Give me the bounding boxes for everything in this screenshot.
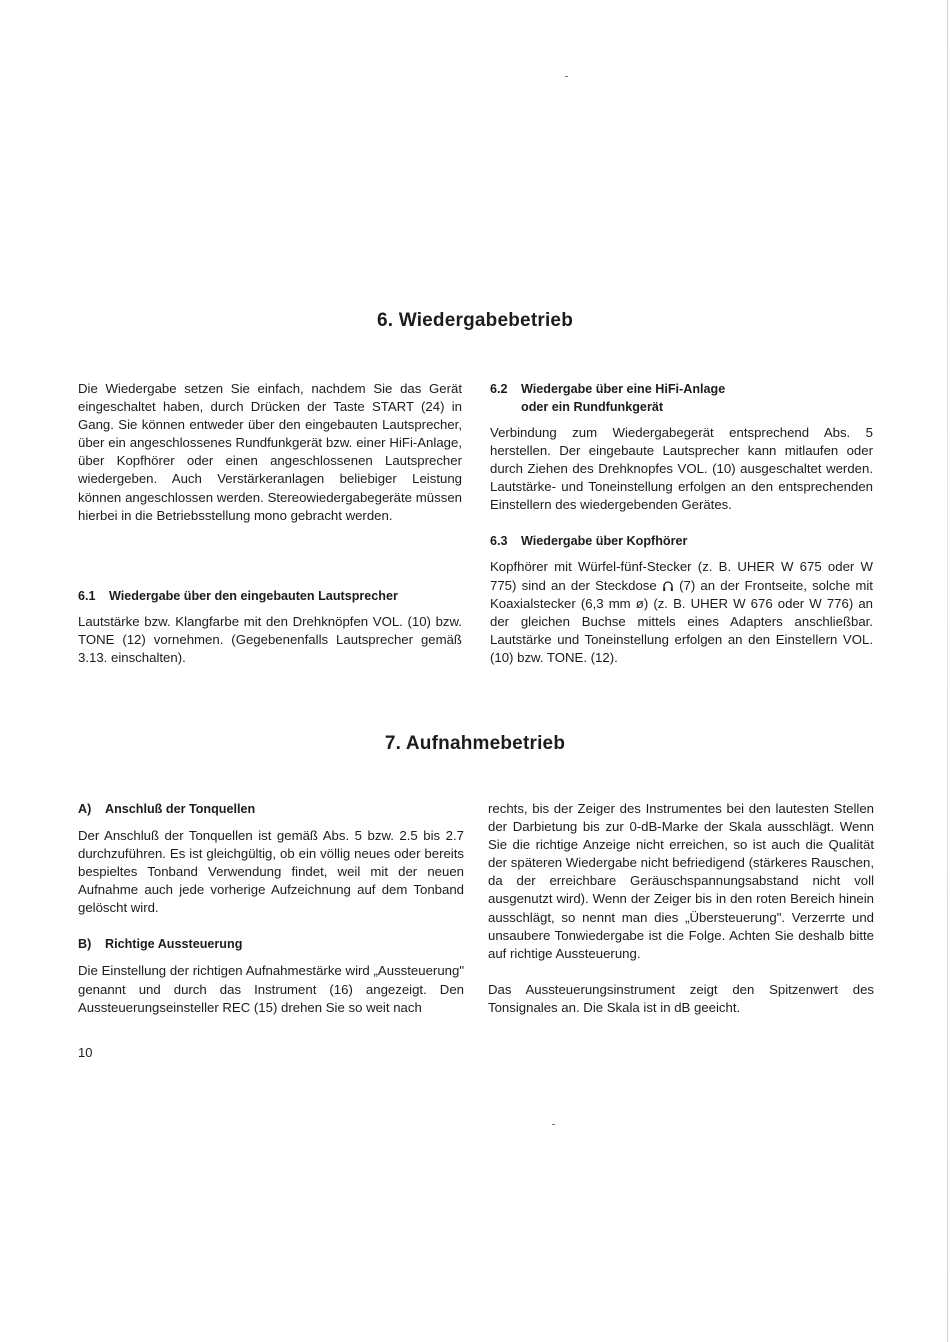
section-heading: Anschluß der Tonquellen xyxy=(105,802,256,816)
headphone-icon xyxy=(662,580,674,592)
scan-speck xyxy=(565,76,568,77)
body-text-b: (7) an der Frontseite, solche mit Koaxialstecker (6,3 mm ø) (z. B. UHER W 676 oder W 776) an der gleichen Buchse mittels eines Adapters anschließbar. Lautstärke und Toneinstellung erfolgen an den Einstellern VOL. (10) bzw. TONE. (12). xyxy=(490,577,873,665)
section-6-1-body: Lautstärke bzw. Klangfarbe mit den Drehknöpfen VOL. (10) bzw. TONE (12) vornehmen. (Gegebenenfalls Lautsprecher gemäß 3.13. einschalten). xyxy=(78,613,462,665)
section-7-b-body: Die Einstellung der richtigen Aufnahmestärke wird „Aussteuerung" genannt und durch das Instrument (16) angezeigt. Den Aussteuerungseinsteller REC (15) drehen Sie so weit nach xyxy=(78,963,464,1015)
section-6-3-heading xyxy=(490,532,873,550)
scan-speck xyxy=(552,1124,555,1125)
section-heading: Wiedergabe über Kopfhörer xyxy=(521,534,688,549)
section-number: 6.2 xyxy=(490,382,508,396)
section-7-title: 7. Aufnahmebetrieb xyxy=(384,733,566,754)
section-7-right-paragraph-1: rechts, bis der Zeiger des Instrumentes bei den lautesten Stellen der Darbietung bis zur 0-dB-Marke der Skala ausschlägt. Wenn Sie die richtige Anzeige nicht erreichen, so ist auch die Qualität der späteren Wiedergabe nicht befriedigend (stärkeres Rauschen, da der erreichbare Geräuschspannungsabstand nicht voll ausgenutzt wird). Wenn der Zeiger bis in den roten Bereich hinein ausschlägt, so nennt man dies „Übersteuerung". Verzerrte und unsaubere Tonwiedergabe ist die Folge. Achten Sie deshalb bitte auf richtige Aussteuerung. xyxy=(488,801,874,961)
section-7-a-body: Der Anschluß der Tonquellen ist gemäß Abs. 5 bzw. 2.5 bis 2.7 durchzuführen. Es ist gleichgültig, ob ein völlig neues oder bereits bespieltes Tonband Verwendung findet, weil mit der neuen Aufnahme auch jede vorherige Aufzeichnung auf dem Tonband gelöscht wird. xyxy=(78,828,464,916)
section-7-b-heading xyxy=(78,935,464,953)
section-heading-line1: Wiedergabe über eine HiFi-Anlage xyxy=(521,382,726,396)
section-6-2-heading xyxy=(490,380,873,416)
section-6-intro: Die Wiedergabe setzen Sie einfach, nachdem Sie das Gerät eingeschaltet haben, durch Drücken der Taste START (24) in Gang. Sie können entweder über den eingebauten Lautsprecher, über ein angeschlossenes Rundfunkgerät bzw. einer HiFi-Anlage, über Kopfhörer oder einen angeschlossenen Lautsprecher wiedergeben. Auch Verstärkeranlagen beliebiger Leistung können angeschlossen werden. Stereowiedergabegeräte müssen hierbei in die Betriebsstellung mono gebracht werden. xyxy=(78,381,462,523)
section-6-title: 6. Wiedergabebetrieb xyxy=(377,310,573,331)
section-heading: Richtige Aussteuerung xyxy=(105,937,243,952)
section-6-3-body xyxy=(490,558,873,667)
section-6-left-column xyxy=(78,380,462,667)
section-heading: Wiedergabe über den eingebauten Lautsprecher xyxy=(109,588,398,603)
section-number: 6.3 xyxy=(490,534,508,549)
section-label: A) xyxy=(78,802,92,816)
section-heading-line2: oder ein Rundfunkgerät xyxy=(521,400,664,414)
section-6-right-column xyxy=(490,380,873,667)
section-6-2-body: Verbindung zum Wiedergabegerät entsprechend Abs. 5 herstellen. Der eingebaute Lautsprecher kann mitlaufen oder durch Ziehen des Drehknopfes VOL. (10) ausgeschaltet werden. Lautstärke- und Toneinstellung erfolgen an den entsprechenden Einstellern des wiedergebenden Gerätes. xyxy=(490,425,873,513)
page-edge xyxy=(947,0,948,1342)
section-6-1-heading xyxy=(78,587,462,605)
section-7-right-paragraph-2: Das Aussteuerungsinstrument zeigt den Spitzenwert des Tonsignales an. Die Skala ist in dB geeicht. xyxy=(488,981,874,1015)
section-7-a-heading xyxy=(78,800,464,818)
body-text-a: Kopfhörer mit Würfel-fünf-Stecker (z. B. UHER W 675 oder W 775) sind an der Steckdose xyxy=(490,559,873,593)
section-label: B) xyxy=(78,937,92,952)
section-7-left-column xyxy=(78,800,464,1017)
section-7-right-column xyxy=(488,800,874,1017)
page-number: 10 xyxy=(78,1045,93,1060)
section-number: 6.1 xyxy=(78,588,96,603)
